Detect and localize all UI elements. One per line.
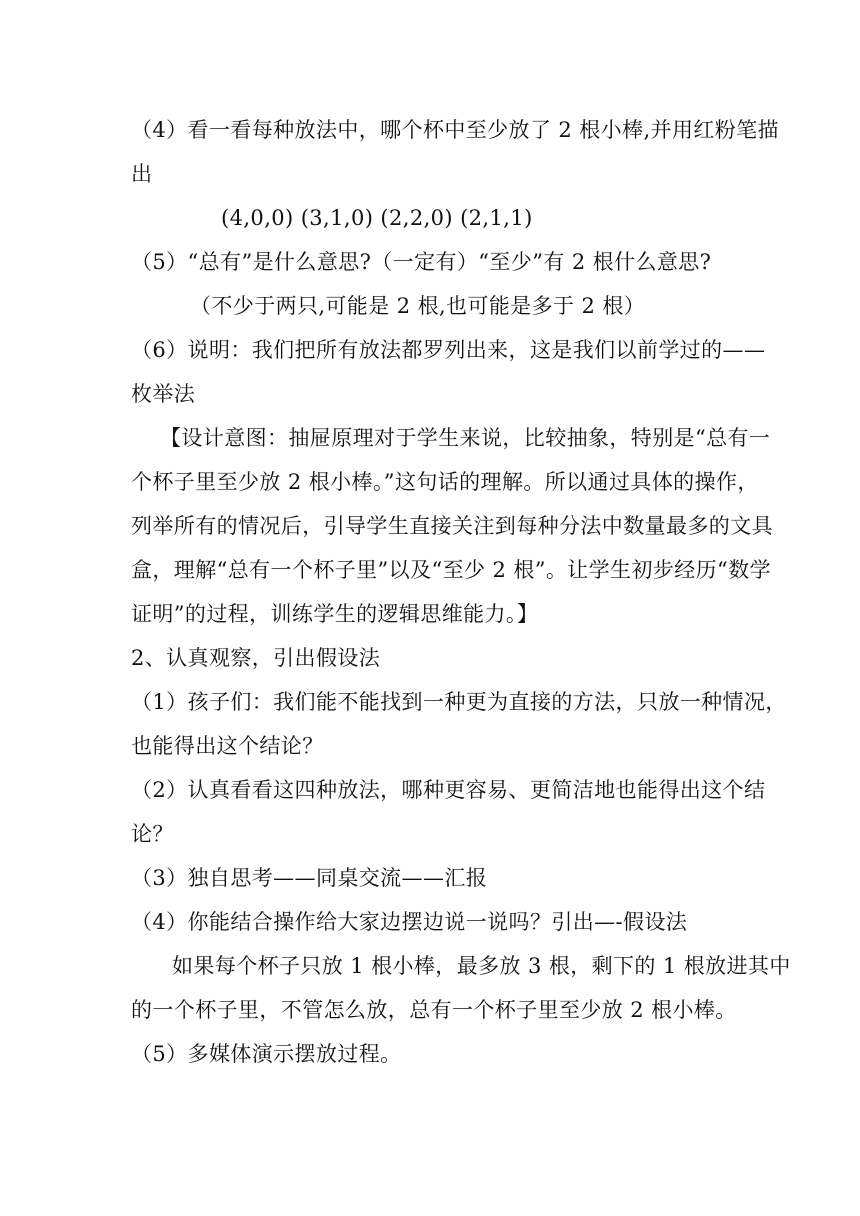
assumption-method-line-2: 的一个杯子里，不管怎么放，总有一个杯子里至少放 2 根小棒。 [131,998,737,1022]
section-2-step-5: （5）多媒体演示摆放过程。 [131,1042,402,1066]
section-2-step-2-line-1: （2）认真看看这四种放法，哪种更容易、更简洁地也能得出这个结 [131,778,766,802]
step-5-question: （5）“总有”是什么意思?（一定有）“至少”有 2 根什么意思? [131,250,712,274]
section-2-step-3: （3）独自思考——同桌交流——汇报 [131,866,488,890]
design-intent-line-2: 个杯子里至少放 2 根小棒。”这句话的理解。所以通过具体的操作， [131,470,759,494]
design-intent-line-3: 列举所有的情况后，引导学生直接关注到每种分法中数量最多的文具 [131,514,773,538]
design-intent-line-4: 盒，理解“总有一个杯子里”以及“至少 2 根”。让学生初步经历“数学 [131,558,771,582]
assumption-method-line-1: 如果每个杯子只放 1 根小棒，最多放 3 根，剩下的 1 根放进其中 [172,954,791,978]
section-2-step-1-line-2: 也能得出这个结论？ [131,734,324,758]
step-5-answer: （不少于两只,可能是 2 根,也可能是多于 2 根） [190,294,646,318]
step-4-question-line-1: （4）看一看每种放法中，哪个杯中至少放了 2 根小棒,并用红粉笔描 [131,118,779,142]
section-2-heading: 2、认真观察，引出假设法 [131,646,381,670]
design-intent-line-5: 证明”的过程，训练学生的逻辑思维能力。】 [131,602,539,626]
section-2-step-1-line-1: （1）孩子们：我们能不能找到一种更为直接的方法，只放一种情况， [131,690,787,714]
section-2-step-2-line-2: 论？ [131,822,174,846]
section-2-step-4: （4）你能结合操作给大家边摆边说一说吗？引出—-假设法 [131,910,688,934]
placement-cases: (4,0,0) (3,1,0) (2,2,0) (2,1,1) [221,206,533,230]
step-6-explanation-line-2: 枚举法 [131,382,196,406]
step-4-question-line-2: 出 [131,162,153,186]
step-6-explanation-line-1: （6）说明：我们把所有放法都罗列出来，这是我们以前学过的—— [131,338,766,362]
design-intent-line-1: 【设计意图：抽屉原理对于学生来说，比较抽象，特别是“总有一 [160,426,771,450]
